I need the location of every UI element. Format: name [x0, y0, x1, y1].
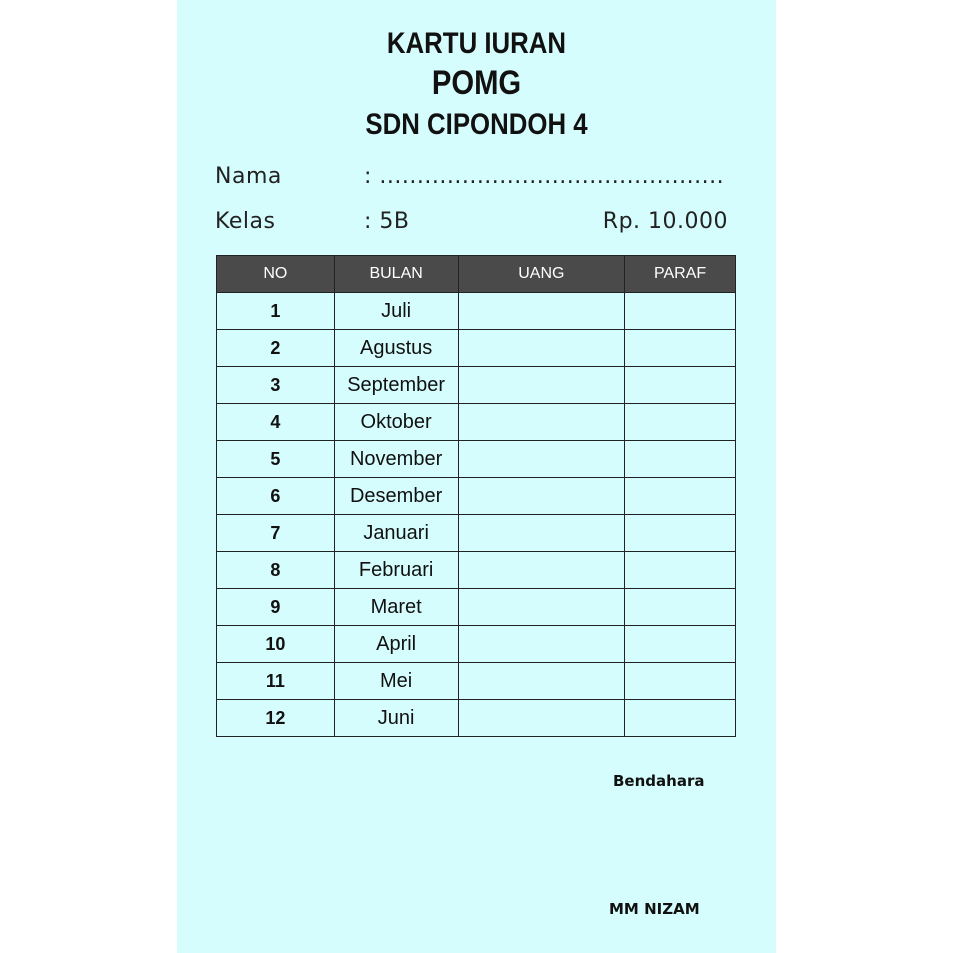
- dues-amount: Rp. 10.000: [602, 209, 728, 234]
- table-row: [217, 478, 736, 515]
- header-paraf: PARAF: [625, 256, 736, 293]
- row-amount-cell: [458, 589, 625, 626]
- row-amount-cell: [458, 663, 625, 700]
- row-number: 9: [217, 589, 335, 626]
- row-signature-cell: [625, 663, 736, 700]
- name-value: : ..............................................: [364, 164, 725, 189]
- row-signature-cell: [625, 404, 736, 441]
- row-number: 2: [217, 330, 335, 367]
- table-row: [217, 515, 736, 552]
- row-amount-cell: [458, 700, 625, 737]
- row-number: 3: [217, 367, 335, 404]
- row-signature-cell: [625, 441, 736, 478]
- row-amount-cell: [458, 478, 625, 515]
- row-signature-cell: [625, 589, 736, 626]
- row-month: Maret: [334, 589, 458, 626]
- row-number: 12: [217, 700, 335, 737]
- name-label: Nama: [215, 164, 282, 189]
- row-month: Januari: [334, 515, 458, 552]
- table-row: [217, 404, 736, 441]
- row-amount-cell: [458, 367, 625, 404]
- dues-card: [177, 0, 776, 953]
- row-amount-cell: [458, 441, 625, 478]
- row-month: November: [334, 441, 458, 478]
- row-signature-cell: [625, 626, 736, 663]
- row-number: 8: [217, 552, 335, 589]
- row-amount-cell: [458, 404, 625, 441]
- card-title: KARTU IURAN: [386, 27, 567, 60]
- row-signature-cell: [625, 515, 736, 552]
- table-row: [217, 626, 736, 663]
- table-row: [217, 330, 736, 367]
- row-number: 6: [217, 478, 335, 515]
- treasurer-label: Bendahara: [613, 772, 705, 790]
- row-number: 1: [217, 293, 335, 330]
- table-row: [217, 589, 736, 626]
- table-row: [217, 293, 736, 330]
- row-amount-cell: [458, 626, 625, 663]
- row-month: Februari: [334, 552, 458, 589]
- row-month: April: [334, 626, 458, 663]
- school-name: SDN CIPONDOH 4: [365, 108, 588, 141]
- row-month: Oktober: [334, 404, 458, 441]
- table-row: [217, 663, 736, 700]
- row-signature-cell: [625, 330, 736, 367]
- row-number: 11: [217, 663, 335, 700]
- row-amount-cell: [458, 330, 625, 367]
- class-label: Kelas: [215, 209, 276, 234]
- row-month: Desember: [334, 478, 458, 515]
- row-month: Juni: [334, 700, 458, 737]
- table-row: [217, 367, 736, 404]
- row-amount-cell: [458, 293, 625, 330]
- row-month: Agustus: [334, 330, 458, 367]
- row-signature-cell: [625, 367, 736, 404]
- payment-table: [216, 255, 736, 737]
- row-signature-cell: [625, 293, 736, 330]
- treasurer-name: MM NIZAM: [609, 900, 700, 918]
- row-signature-cell: [625, 700, 736, 737]
- header-uang: UANG: [458, 256, 625, 293]
- table-header-row: [217, 256, 736, 293]
- row-month: Mei: [334, 663, 458, 700]
- row-amount-cell: [458, 515, 625, 552]
- row-number: 10: [217, 626, 335, 663]
- row-month: Juli: [334, 293, 458, 330]
- row-signature-cell: [625, 552, 736, 589]
- organization-name: POMG: [431, 64, 522, 102]
- row-number: 4: [217, 404, 335, 441]
- row-signature-cell: [625, 478, 736, 515]
- row-month: September: [334, 367, 458, 404]
- row-amount-cell: [458, 552, 625, 589]
- table-row: [217, 552, 736, 589]
- row-number: 7: [217, 515, 335, 552]
- header-no: NO: [217, 256, 335, 293]
- table-row: [217, 700, 736, 737]
- row-number: 5: [217, 441, 335, 478]
- table-row: [217, 441, 736, 478]
- class-value: : 5B: [364, 209, 410, 234]
- header-bulan: BULAN: [334, 256, 458, 293]
